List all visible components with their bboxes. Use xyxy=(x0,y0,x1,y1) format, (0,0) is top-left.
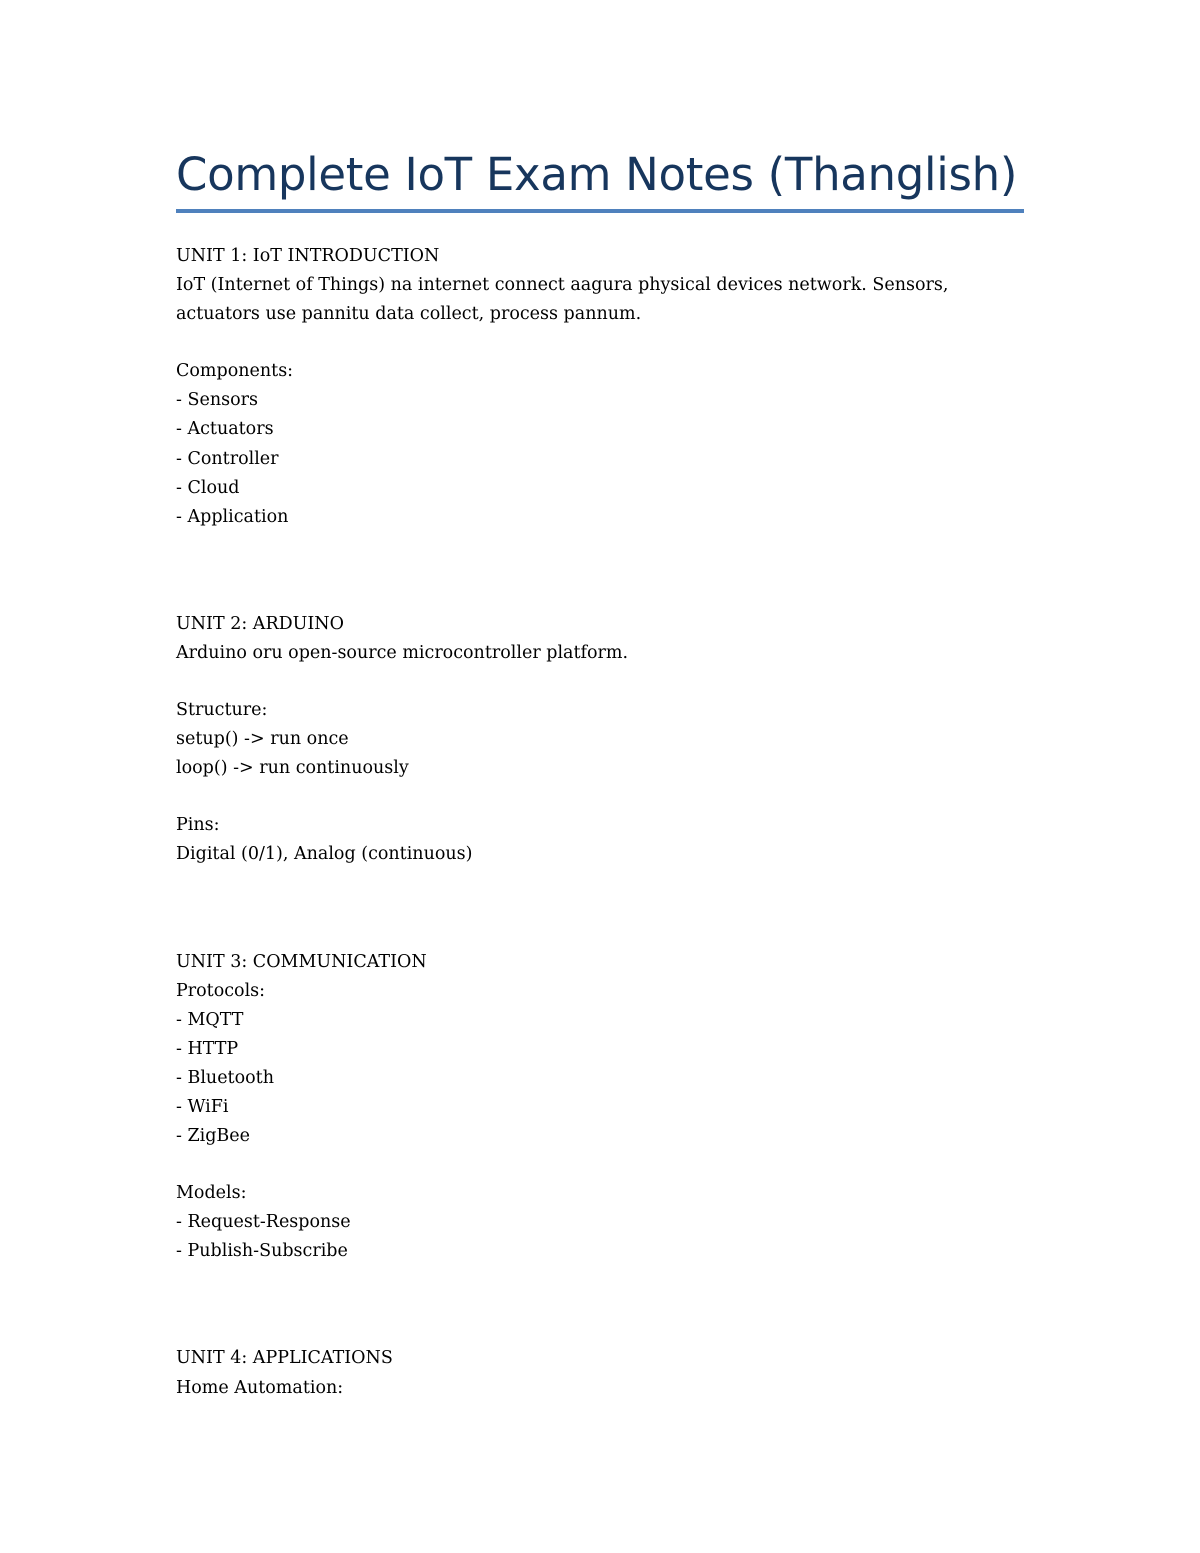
unit4-heading: UNIT 4: APPLICATIONS xyxy=(176,1348,393,1369)
protocol-item: - MQTT xyxy=(176,1009,244,1030)
models-label: Models: xyxy=(176,1183,247,1204)
structure-label: Structure: xyxy=(176,700,268,721)
home-automation-label: Home Automation: xyxy=(176,1377,344,1398)
component-item: - Application xyxy=(176,506,289,527)
structure-item: setup() -> run once xyxy=(176,729,349,750)
component-item: - Actuators xyxy=(176,419,274,440)
model-item: - Publish-Subscribe xyxy=(176,1241,348,1262)
protocol-item: - WiFi xyxy=(176,1096,229,1117)
structure-item: loop() -> run continuously xyxy=(176,758,409,779)
components-label: Components: xyxy=(176,361,294,382)
unit2-intro: Arduino oru open-source microcontroller platform. xyxy=(176,642,629,663)
component-item: - Cloud xyxy=(176,477,240,498)
pins-label: Pins: xyxy=(176,815,220,836)
component-item: - Controller xyxy=(176,448,279,469)
title-underline xyxy=(176,209,1024,213)
model-item: - Request-Response xyxy=(176,1212,351,1233)
unit1-heading: UNIT 1: IoT INTRODUCTION xyxy=(176,246,440,266)
protocols-label: Protocols: xyxy=(176,980,266,1001)
unit2-heading: UNIT 2: ARDUINO xyxy=(176,613,344,634)
protocol-item: - ZigBee xyxy=(176,1126,251,1147)
document-body xyxy=(176,242,1024,1403)
pins-text: Digital (0/1), Analog (continuous) xyxy=(176,844,473,865)
unit1-intro-line: actuators use pannitu data collect, process pannum. xyxy=(176,304,642,325)
protocol-item: - HTTP xyxy=(176,1038,239,1059)
protocol-item: - Bluetooth xyxy=(176,1067,274,1088)
unit3-heading: UNIT 3: COMMUNICATION xyxy=(176,951,427,972)
component-item: - Sensors xyxy=(176,390,258,411)
document-title: Complete IoT Exam Notes (Thanglish) xyxy=(176,148,1018,201)
unit1-intro-line: IoT (Internet of Things) na internet connect aagura physical devices network. Sensors, xyxy=(176,275,949,296)
